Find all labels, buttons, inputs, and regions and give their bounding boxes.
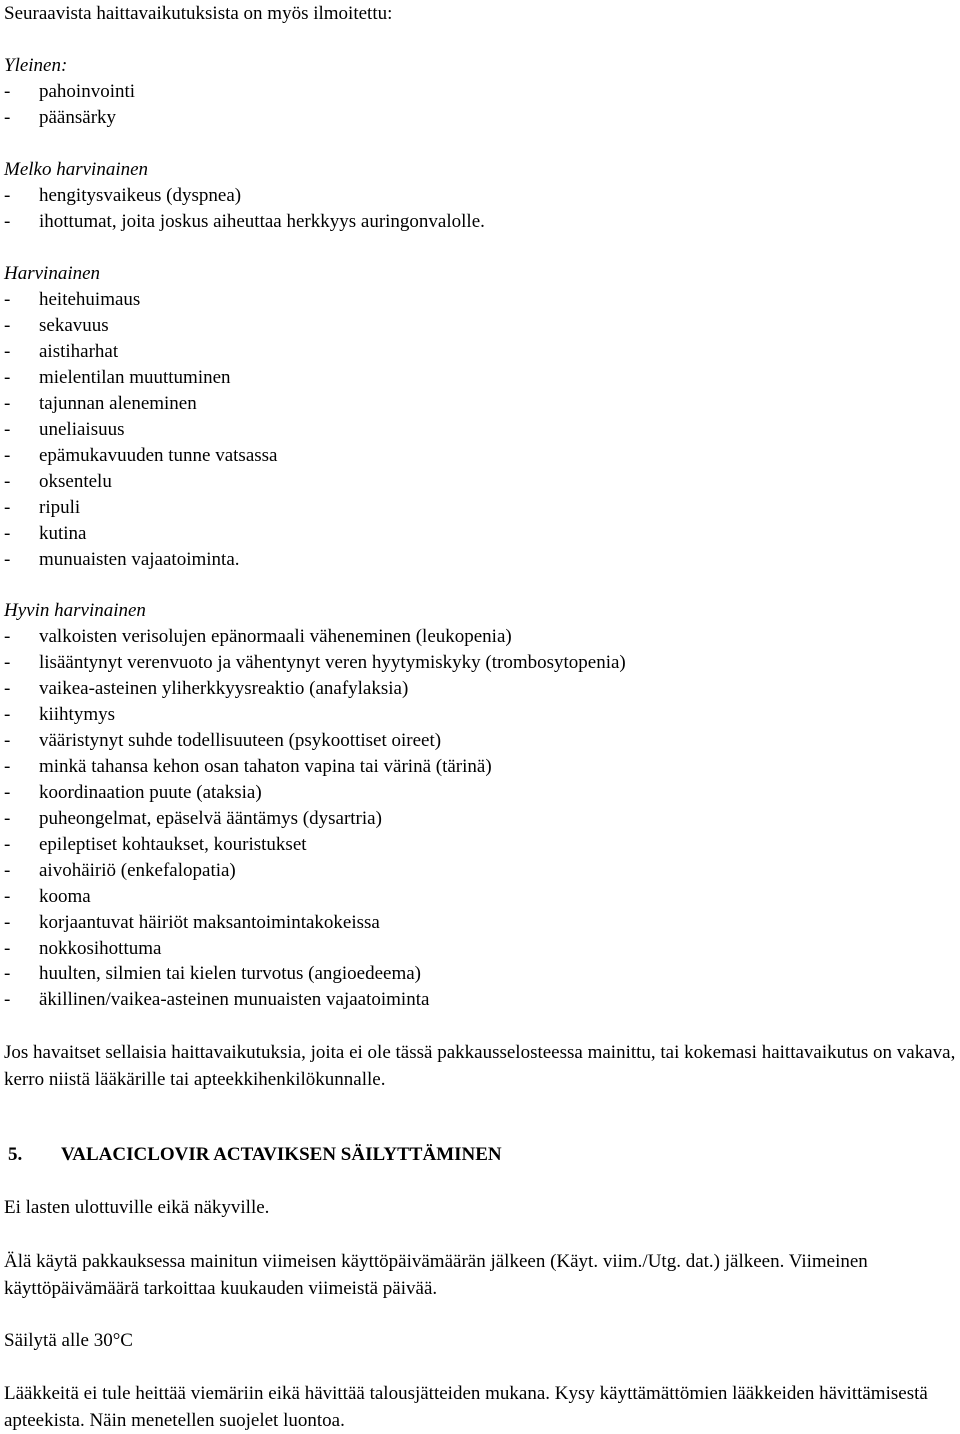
storage-expiry-text: Älä käytä pakkauksessa mainitun viimeisen käyttöpäivämäärän jälkeen (Käyt. viim./Utg. dat.) jälkeen. Viimeinen käyttöpäivämäärä tarkoittaa kuukauden viimeistä päivää. — [4, 1251, 868, 1299]
frequency-heading-rare: Harvinainen — [4, 263, 101, 284]
storage-children-text: Ei lasten ulottuville eikä näkyville. — [4, 1197, 270, 1218]
section-title: VALACICLOVIR ACTAVIKSEN SÄILYTTÄMINEN — [61, 1144, 502, 1165]
storage-temperature-text: Säilytä alle 30°C — [4, 1330, 133, 1351]
intro-text: Seuraavista haittavaikutuksista on myös ilmoitettu: — [4, 3, 393, 24]
storage-disposal-text: Lääkkeitä ei tule heittää viemäriin eikä hävittää talousjätteiden mukana. Kysy käyttämättömien lääkkeiden hävittämisestä apteekista. Näin menetellen suojelet luontoa. — [4, 1383, 928, 1431]
section-number: 5. — [8, 1144, 23, 1165]
report-side-effects-paragraph: Jos havaitset sellaisia haittavaikutuksia, joita ei ole tässä pakkausselosteessa mainittu, tai kokemasi haittavaikutus on vakava, kerro niistä lääkärille tai apteekkihenkilökunnalle. — [4, 1042, 956, 1090]
frequency-heading-very-rare: Hyvin harvinainen — [4, 600, 146, 621]
document-page: Seuraavista haittavaikutuksista on myös ilmoitettu: Yleinen: - pahoinvointi - päänsärky Melko harvinainen - hengitysvaikeus (dyspnea) - ihottumat, joita joskus aiheuttaa herkkyys auringonvalolle. Harvinainen - heitehuimaus - sekavuus - aistiharhat - mielentilan muuttuminen - tajunnan aleneminen - uneliaisuus - epämukavuuden tunne vatsassa - oksentelu - ripuli - kutina - munuaisten vajaatoiminta. Hyvin harvinainen - valkoisten verisolujen epänormaali väheneminen (leukopenia) - lisääntynyt verenvuoto ja vähentynyt veren hyytymiskyky (trombosytopenia) - vaikea-asteinen yliherkkyysreaktio (anafylaksia) - kiihtymys - vääristynyt suhde todellisuuteen (psykoottiset oireet) - minkä tahansa kehon osan tahaton vapina tai värinä (tärinä) - koordinaation puute (ataksia) - puheongelmat, epäselvä ääntämys (dysartria) - epileptiset kohtaukset, kouristukset - aivohäiriö (enkefalopatia) - kooma - korjaantuvat häiriöt maksantoimintakokeissa - nokkosihottuma - huulten, silmien tai kielen turvotus (angioedeema) - äkillinen/vaikea-asteinen munuaisten vajaatoiminta Jos havaitset sellaisia haittavaikutuksia, joita ei ole tässä pakkausselosteessa mainittu, tai kokemasi haittavaikutus on vakava, kerro niistä lääkärille tai apteekkihenkilökunnalle. 5. VALACICLOVIR ACTAVIKSEN SÄILYTTÄMINEN Ei lasten ulottuville eikä näkyville. Älä käytä pakkauksessa mainitun viimeisen käyttöpäivämäärän jälkeen (Käyt. viim./Utg. dat.) jälkeen. Viimeinen käyttöpäivämäärä tarkoittaa kuukauden viimeistä päivää. Säilytä alle 30°C Lääkkeitä ei tule heittää viemäriin eikä hävittää talousjätteiden mukana. Kysy käyttämättömien lääkkeiden hävittämisestä apteekista. Näin menetellen suojelet luontoa. — [0, 0, 960, 1434]
frequency-heading-common: Yleinen: — [4, 55, 68, 76]
frequency-heading-uncommon: Melko harvinainen — [4, 159, 149, 180]
